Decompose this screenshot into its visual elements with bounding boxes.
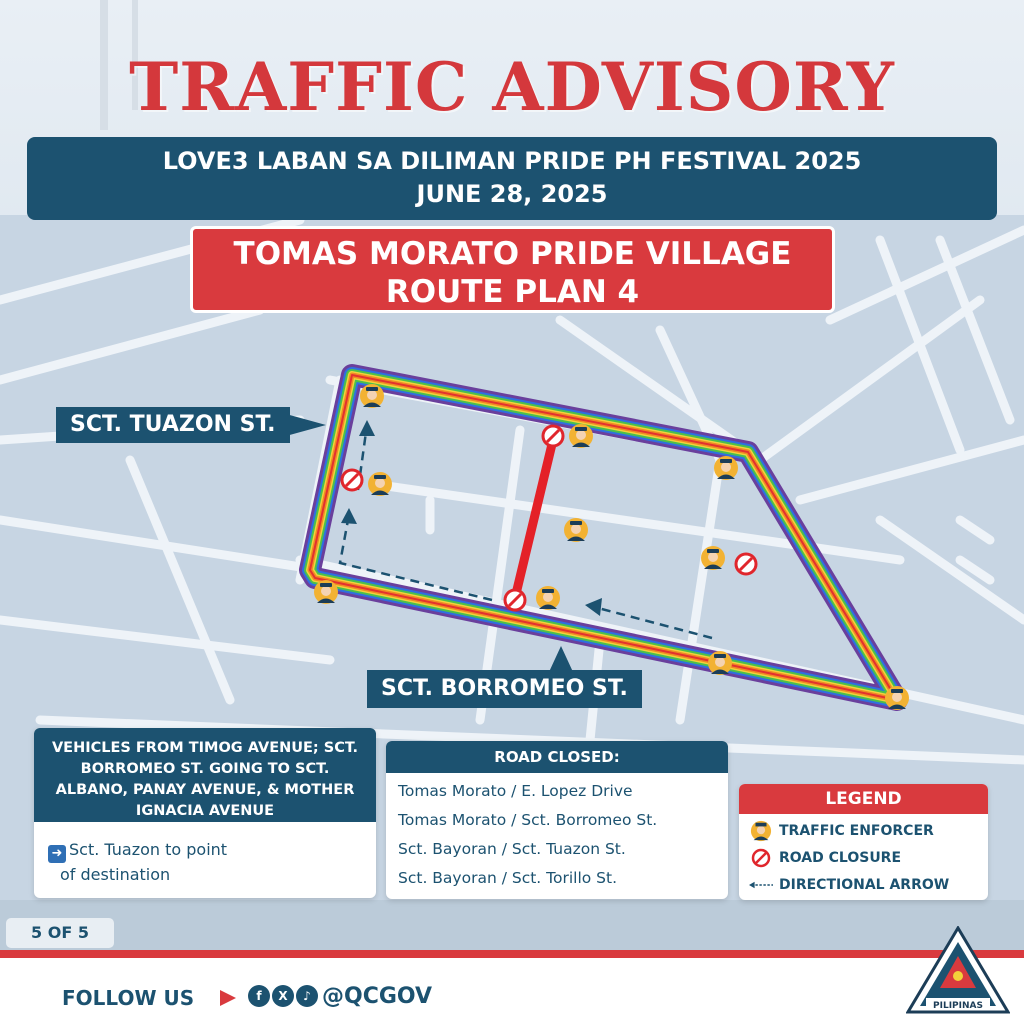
closed-road-item: Sct. Bayoran / Sct. Torillo St.	[398, 869, 618, 887]
right-arrow-icon: ➜	[48, 845, 66, 863]
play-icon	[218, 988, 238, 1008]
follow-us-label: FOLLOW US	[62, 986, 195, 1010]
legend-item-arrow	[739, 871, 988, 898]
vehicles-route	[34, 822, 376, 898]
route-plan-banner	[190, 226, 835, 313]
street-label-tuazon: SCT. TUAZON ST.	[56, 407, 290, 443]
traffic-enforcer-icon	[564, 518, 588, 542]
traffic-enforcer-icon	[368, 472, 392, 496]
road-closure-icon	[342, 470, 362, 490]
route-text: of destination	[60, 865, 171, 884]
closed-road-item: Sct. Bayoran / Sct. Tuazon St.	[398, 840, 626, 858]
directional-arrow-icon	[749, 880, 773, 890]
advisory-title: TRAFFIC ADVISORY	[129, 48, 895, 126]
closed-road-item: Tomas Morato / E. Lopez Drive	[398, 782, 633, 800]
traffic-enforcer-icon	[701, 546, 725, 570]
social-handle[interactable]: @QCGOV	[322, 984, 433, 1009]
legend-heading: LEGEND	[739, 784, 988, 814]
road-closure-icon	[543, 426, 563, 446]
traffic-enforcer-icon	[569, 424, 593, 448]
x-icon[interactable]: X	[272, 985, 294, 1007]
page-indicator: 5 OF 5	[6, 918, 114, 948]
pointer-icon	[549, 646, 573, 672]
quezon-city-seal	[906, 926, 1010, 1016]
vehicles-card	[34, 728, 376, 898]
plan-number: ROUTE PLAN 4	[385, 274, 640, 310]
event-date: JUNE 28, 2025	[416, 180, 608, 208]
traffic-enforcer-icon	[360, 384, 384, 408]
legend-item-closure	[739, 844, 988, 871]
road-closure-icon	[736, 554, 756, 574]
seal-text: PILIPINAS	[933, 1001, 983, 1011]
event-name: LOVE3 LABAN SA DILIMAN PRIDE PH FESTIVAL 2025	[162, 147, 862, 175]
traffic-enforcer-icon	[536, 586, 560, 610]
tiktok-icon[interactable]: ♪	[296, 985, 318, 1007]
event-banner	[27, 137, 997, 220]
road-closed-card	[386, 741, 728, 899]
facebook-icon[interactable]: f	[248, 985, 270, 1007]
traffic-enforcer-icon	[885, 686, 909, 710]
legend-card	[739, 784, 988, 900]
street-label-borromeo: SCT. BORROMEO ST.	[367, 670, 642, 708]
road-closed-heading: ROAD CLOSED:	[386, 741, 728, 773]
traffic-enforcer-icon	[708, 651, 732, 675]
road-closure-icon	[505, 590, 525, 610]
traffic-enforcer-icon	[314, 580, 338, 604]
closed-road-item: Tomas Morato / Sct. Borromeo St.	[398, 811, 658, 829]
pointer-icon	[286, 414, 326, 438]
legend-label: TRAFFIC ENFORCER	[779, 822, 934, 839]
traffic-enforcer-icon	[714, 456, 738, 480]
road-closure-icon	[749, 848, 773, 868]
social-icons	[248, 985, 318, 1007]
legend-label: ROAD CLOSURE	[779, 849, 902, 866]
plan-location: TOMAS MORATO PRIDE VILLAGE	[233, 236, 792, 272]
legend-item-enforcer	[739, 817, 988, 844]
route-text: Sct. Tuazon to point	[69, 840, 228, 859]
legend-label: DIRECTIONAL ARROW	[779, 876, 950, 893]
footer-strip	[0, 950, 1024, 958]
vehicles-heading: VEHICLES FROM TIMOG AVENUE; SCT. BORROMEO ST. GOING TO SCT. ALBANO, PANAY AVENUE, & MOTHER IGNACIA AVENUE	[34, 728, 376, 822]
traffic-enforcer-icon	[749, 820, 773, 842]
